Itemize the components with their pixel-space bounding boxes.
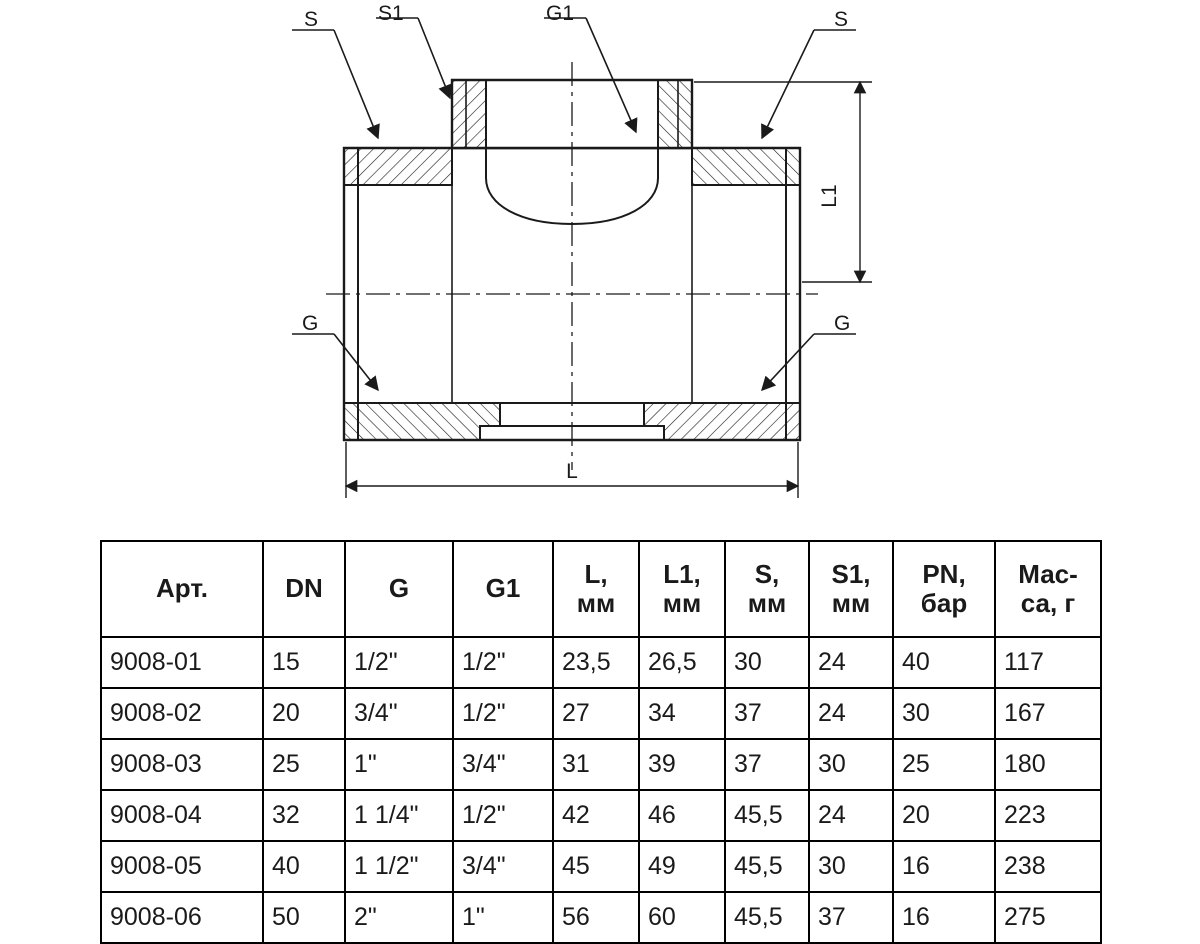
cell-g1: 1/2" [453,790,553,841]
cell-l1: 39 [639,739,725,790]
table-header-cell [639,541,725,637]
callout-label-g-right: G [834,312,851,335]
header-line-2: са, г [1020,588,1076,618]
cell-dn: 25 [263,739,345,790]
cell-l: 31 [553,739,639,790]
cell-s1: 24 [809,637,893,688]
dimension-label-l1: L1 [818,184,841,208]
cell-g: 1/2" [345,637,453,688]
table-row [101,841,1101,892]
cell-pn: 40 [893,637,995,688]
header-line-1: S, [754,558,780,589]
cell-g1: 3/4" [453,739,553,790]
cell-s: 45,5 [725,841,809,892]
cell-g: 1 1/4" [345,790,453,841]
cell-art: 9008-03 [101,739,263,790]
cell-s: 30 [725,637,809,688]
cell-g1: 3/4" [453,841,553,892]
cell-l1: 46 [639,790,725,841]
cell-mass: 275 [995,892,1101,943]
header-line-1: G [388,573,410,604]
callout-label-s-left: S [304,8,319,31]
header-line-2: мм [831,588,871,618]
cell-art: 9008-05 [101,841,263,892]
table-header-cell [345,541,453,637]
cell-mass: 238 [995,841,1101,892]
cell-s1: 24 [809,688,893,739]
cell-art: 9008-02 [101,688,263,739]
table-header-cell [893,541,995,637]
cell-s: 45,5 [725,892,809,943]
cell-art: 9008-01 [101,637,263,688]
table-header-cell [453,541,553,637]
cell-pn: 25 [893,739,995,790]
cell-g: 2" [345,892,453,943]
cell-pn: 16 [893,892,995,943]
table-header-cell [263,541,345,637]
header-line-1: DN [285,573,323,604]
cell-art: 9008-04 [101,790,263,841]
cell-dn: 20 [263,688,345,739]
cell-art: 9008-06 [101,892,263,943]
cell-mass: 117 [995,637,1101,688]
cell-pn: 16 [893,841,995,892]
specification-table-wrapper [100,540,1100,944]
cell-dn: 32 [263,790,345,841]
table-header-cell [101,541,263,637]
cell-mass: 223 [995,790,1101,841]
cell-l: 23,5 [553,637,639,688]
table-header-row [101,541,1101,637]
table-row [101,739,1101,790]
cell-s1: 24 [809,790,893,841]
cell-s1: 30 [809,841,893,892]
cell-mass: 167 [995,688,1101,739]
table-row [101,892,1101,943]
header-line-2: мм [576,588,616,618]
table-row [101,790,1101,841]
cell-l: 56 [553,892,639,943]
cell-l1: 49 [639,841,725,892]
cell-mass: 180 [995,739,1101,790]
cell-dn: 40 [263,841,345,892]
table-row [101,688,1101,739]
table-header-cell [725,541,809,637]
cell-l: 42 [553,790,639,841]
header-line-2: мм [747,588,787,618]
table-header-cell [995,541,1101,637]
header-line-1: L, [584,558,608,589]
cell-g: 1" [345,739,453,790]
header-line-2: бар [920,588,968,618]
cell-g: 3/4" [345,688,453,739]
header-line-1: PN, [922,558,966,589]
header-line-1: Арт. [156,573,208,604]
header-line-1: L1, [663,558,701,589]
cell-s1: 37 [809,892,893,943]
cell-g: 1 1/2" [345,841,453,892]
cell-s: 45,5 [725,790,809,841]
callout-label-g-left: G [302,312,319,335]
cell-dn: 50 [263,892,345,943]
cell-pn: 20 [893,790,995,841]
cell-s: 37 [725,688,809,739]
table-row [101,637,1101,688]
dimension-label-l: L [566,460,578,483]
header-line-1: G1 [485,573,521,604]
cell-l1: 60 [639,892,725,943]
cell-l: 27 [553,688,639,739]
cell-l: 45 [553,841,639,892]
cell-g1: 1/2" [453,688,553,739]
cell-l1: 34 [639,688,725,739]
callout-label-s1-top: S1 [378,2,404,25]
table-header-cell [809,541,893,637]
cell-l1: 26,5 [639,637,725,688]
table-header-cell [553,541,639,637]
callout-label-s-right: S [834,8,849,31]
cell-dn: 15 [263,637,345,688]
header-line-2: мм [662,588,702,618]
cell-g1: 1" [453,892,553,943]
cell-s: 37 [725,739,809,790]
cell-g1: 1/2" [453,637,553,688]
callout-label-g1-top: G1 [546,2,575,25]
header-line-1: S1, [831,558,871,589]
cell-s1: 30 [809,739,893,790]
specification-table [100,540,1102,944]
header-line-1: Мас- [1018,558,1078,589]
cell-pn: 30 [893,688,995,739]
